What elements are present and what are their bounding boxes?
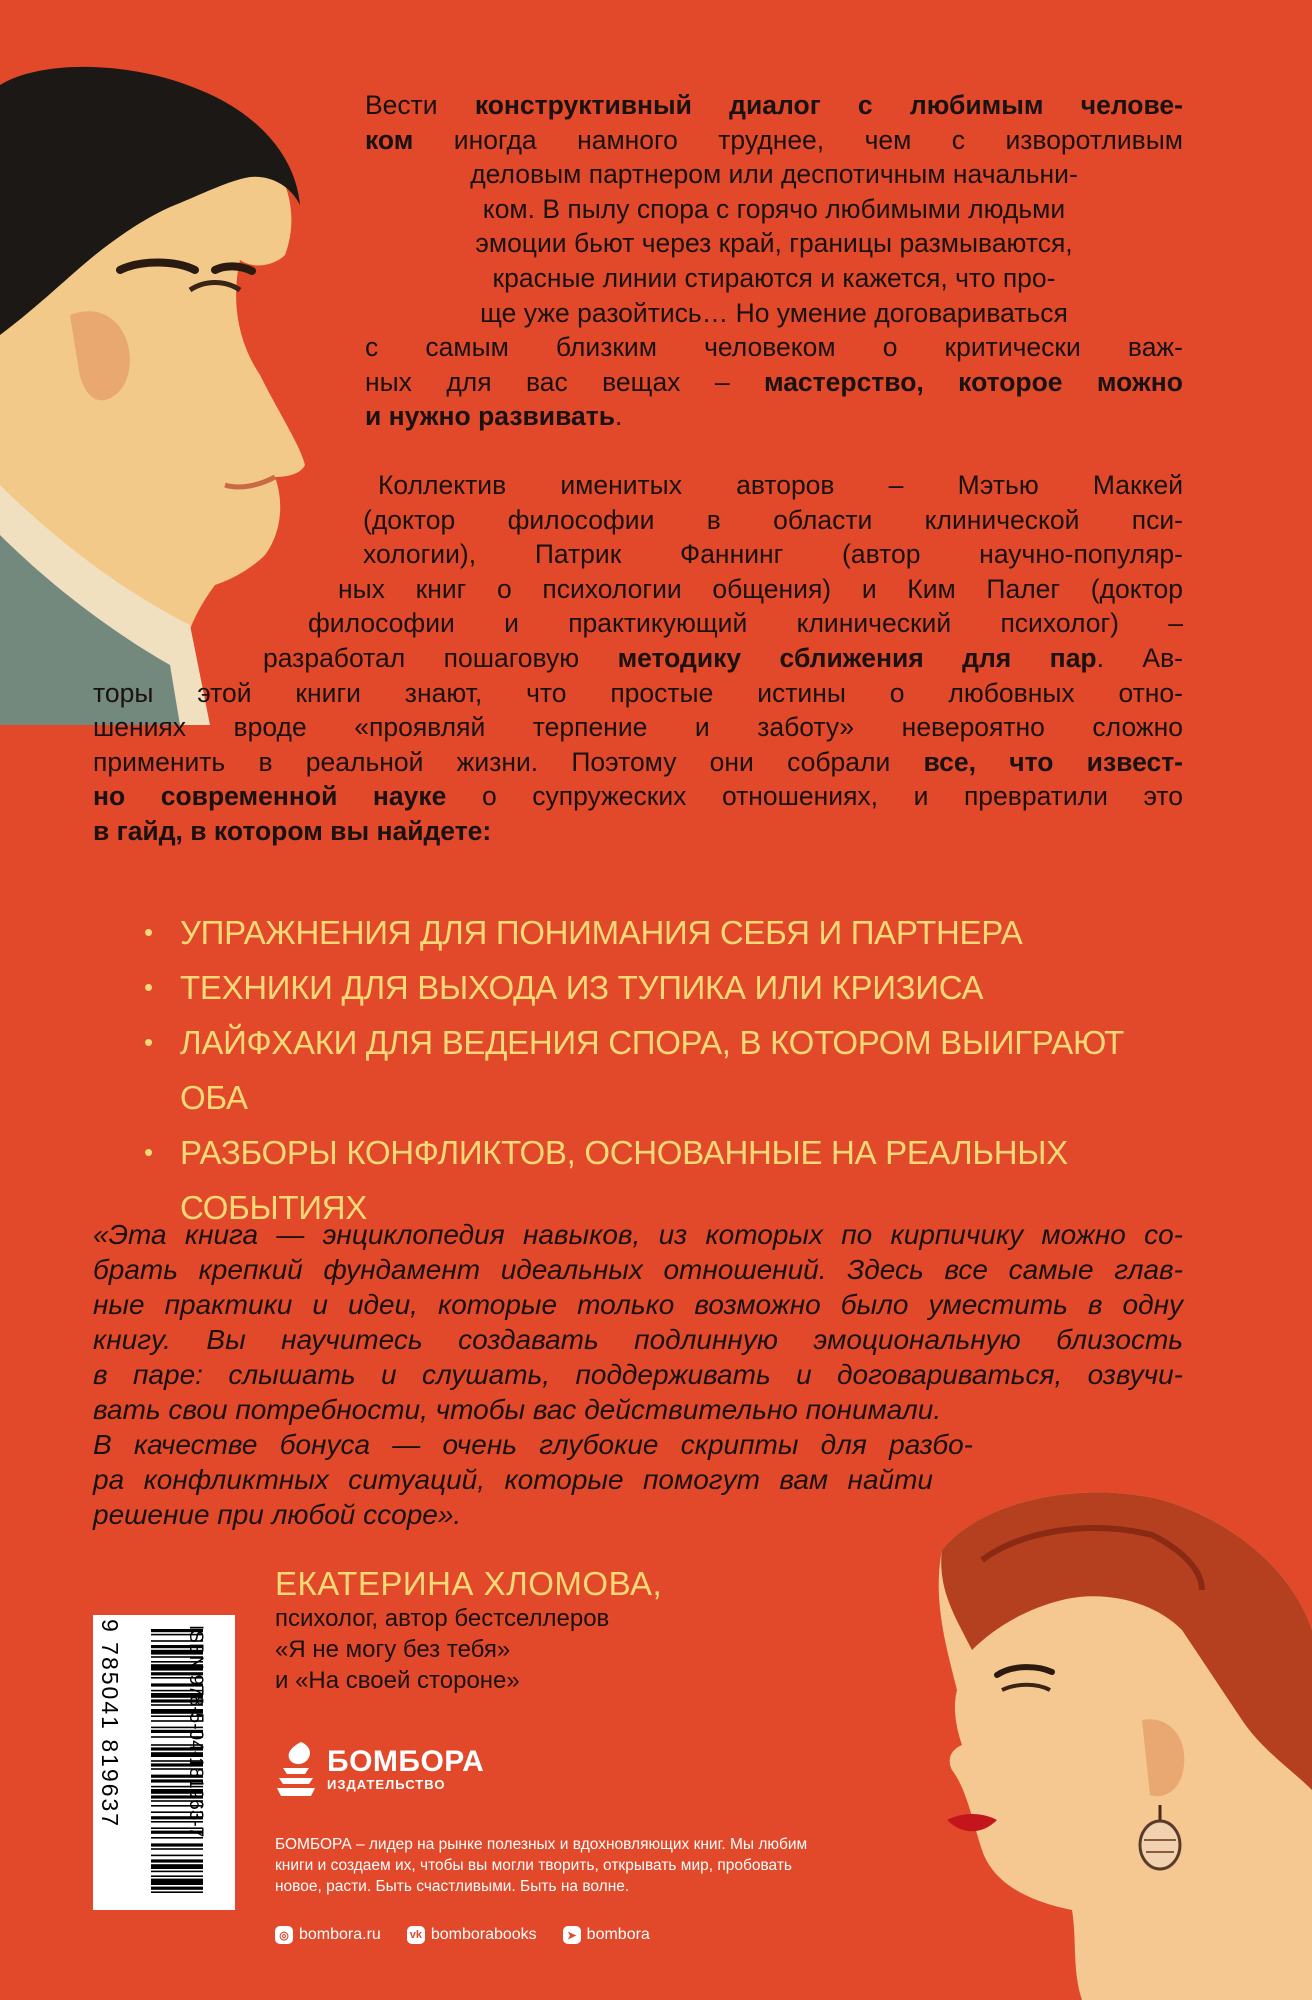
feature-item: • ТЕХНИКИ ДЛЯ ВЫХОДА ИЗ ТУПИКА ИЛИ КРИЗИСА xyxy=(180,960,1180,1015)
globe-icon: ◎ xyxy=(275,1926,293,1944)
quote-line: «Эта книга — энциклопедия навыков, из которых по кирпичику можно со- xyxy=(93,1219,1183,1250)
quote-line: книгу. Вы научитесь создавать подлинную эмоциональную близость xyxy=(93,1324,1183,1355)
quote-line: ра конфликтных ситуаций, которые помогут вам найти xyxy=(93,1464,933,1495)
isbn-digits: 9 785041 819637 xyxy=(97,1619,123,1829)
authors-line: но современной науке о супружеских отношениях, и превратили это xyxy=(93,781,1184,812)
intro-line: ных для вас вещах – мастерство, которое можно xyxy=(365,366,1183,397)
authors-line: (доктор философии в области клинической пси- xyxy=(363,504,1183,535)
social-label: bombora.ru xyxy=(299,1926,381,1943)
publisher-logo xyxy=(275,1738,484,1800)
quote-line: ные практики и идеи, которые только возможно было уместить в одну xyxy=(93,1289,1183,1320)
authors-line: применить в реальной жизни. Поэтому они собрали все, что извест- xyxy=(93,746,1184,777)
social-links xyxy=(275,1926,650,1944)
social-link-telegram[interactable] xyxy=(563,1926,650,1944)
feature-item: • УПРАЖНЕНИЯ ДЛЯ ПОНИМАНИЯ СЕБЯ И ПАРТНЕРА xyxy=(180,905,1180,960)
intro-line: деловым партнером или деспотичным начальни- xyxy=(470,159,1078,190)
vk-icon: vk xyxy=(407,1926,425,1944)
telegram-icon: ➤ xyxy=(563,1926,581,1944)
author-name: ЕКАТЕРИНА ХЛОМОВА, xyxy=(275,1565,663,1602)
authors-line: Коллектив именитых авторов – Мэтью Маккей xyxy=(378,470,1183,500)
quote-line: вать свои потребности, чтобы вас действительно понимали. xyxy=(93,1394,942,1425)
quote-line: решение при любой ссоре». xyxy=(93,1499,462,1530)
intro-line: с самым близким человеком о критически важ- xyxy=(365,332,1183,363)
logo-name: БОМБОРА xyxy=(327,1744,485,1778)
authors-line: ных книг о психологии общения) и Ким Палег (доктор xyxy=(338,573,1183,604)
quote-line: брать крепкий фундамент идеальных отношений. Здесь все самые глав- xyxy=(93,1254,1183,1285)
intro-line: ще уже разойтись… Но умение договариваться xyxy=(480,297,1068,328)
quote-line: В качестве бонуса — очень глубокие скрипты для разбо- xyxy=(93,1429,973,1460)
quote-line: в паре: слышать и слушать, поддерживать и договариваться, озвучи- xyxy=(93,1359,1183,1390)
social-label: bombora xyxy=(586,1926,650,1943)
publisher-description: БОМБОРА – лидер на рынке полезных и вдохновляющих книг. Мы любим книги и создаем их, чтобы вы могли творить, открывать мир, пробовать новое, расти. Быть счастливыми. Быть на волне. xyxy=(275,1836,808,1895)
logo-subtitle: ИЗДАТЕЛЬСТВО xyxy=(327,1776,446,1792)
intro-line: красные линии стираются и кажется, что про- xyxy=(492,262,1056,293)
intro-paragraph xyxy=(365,88,1183,434)
author-desc-line: «Я не могу без тебя» xyxy=(275,1636,511,1663)
feature-item: • ЛАЙФХАКИ ДЛЯ ВЕДЕНИЯ СПОРА, В КОТОРОМ ВЫИГРАЮТ ОБА xyxy=(180,1015,1180,1125)
authors-paragraph xyxy=(93,468,1183,849)
isbn-label: ISBN 978-5-04-181963-7 xyxy=(185,1625,206,1838)
social-link-vk[interactable] xyxy=(407,1926,537,1944)
intro-line: эмоции бьют через край, границы размываются, xyxy=(475,228,1073,259)
quote-author xyxy=(275,1565,662,1696)
social-link-website[interactable] xyxy=(275,1926,381,1944)
authors-line: разработал пошаговую методику сближения для пар. Ав- xyxy=(263,642,1183,673)
features-list xyxy=(180,905,1180,1235)
authors-line: философии и практикующий клинический психолог) – xyxy=(308,608,1183,639)
social-label: bomborabooks xyxy=(430,1926,537,1943)
feature-item: • РАЗБОРЫ КОНФЛИКТОВ, ОСНОВАННЫЕ НА РЕАЛЬНЫХ СОБЫТИЯХ xyxy=(180,1125,1180,1235)
intro-line: и нужно развивать. xyxy=(365,401,623,432)
authors-line: в гайд, в котором вы найдете: xyxy=(93,815,492,846)
authors-line: торы этой книги знают, что простые истины о любовных отно- xyxy=(93,677,1183,708)
author-desc-line: психолог, автор бестселлеров xyxy=(275,1605,610,1632)
intro-line: Вести конструктивный диалог с любимым челове- xyxy=(365,90,1183,120)
isbn-barcode xyxy=(93,1615,235,1910)
intro-line: ком иногда намного труднее, чем с изворотливым xyxy=(365,124,1183,155)
woman-portrait-illustration xyxy=(902,1490,1312,2000)
review-quote xyxy=(93,1217,1183,1532)
authors-line: шениях вроде «проявляй терпение и заботу» невероятно сложно xyxy=(93,712,1183,743)
bombora-logo-icon xyxy=(275,1738,317,1800)
intro-line: ком. В пылу спора с горячо любимыми людьми xyxy=(482,193,1066,224)
author-desc-line: и «На своей стороне» xyxy=(275,1667,520,1694)
authors-line: хологии), Патрик Фаннинг (автор научно-популяр- xyxy=(363,539,1183,570)
